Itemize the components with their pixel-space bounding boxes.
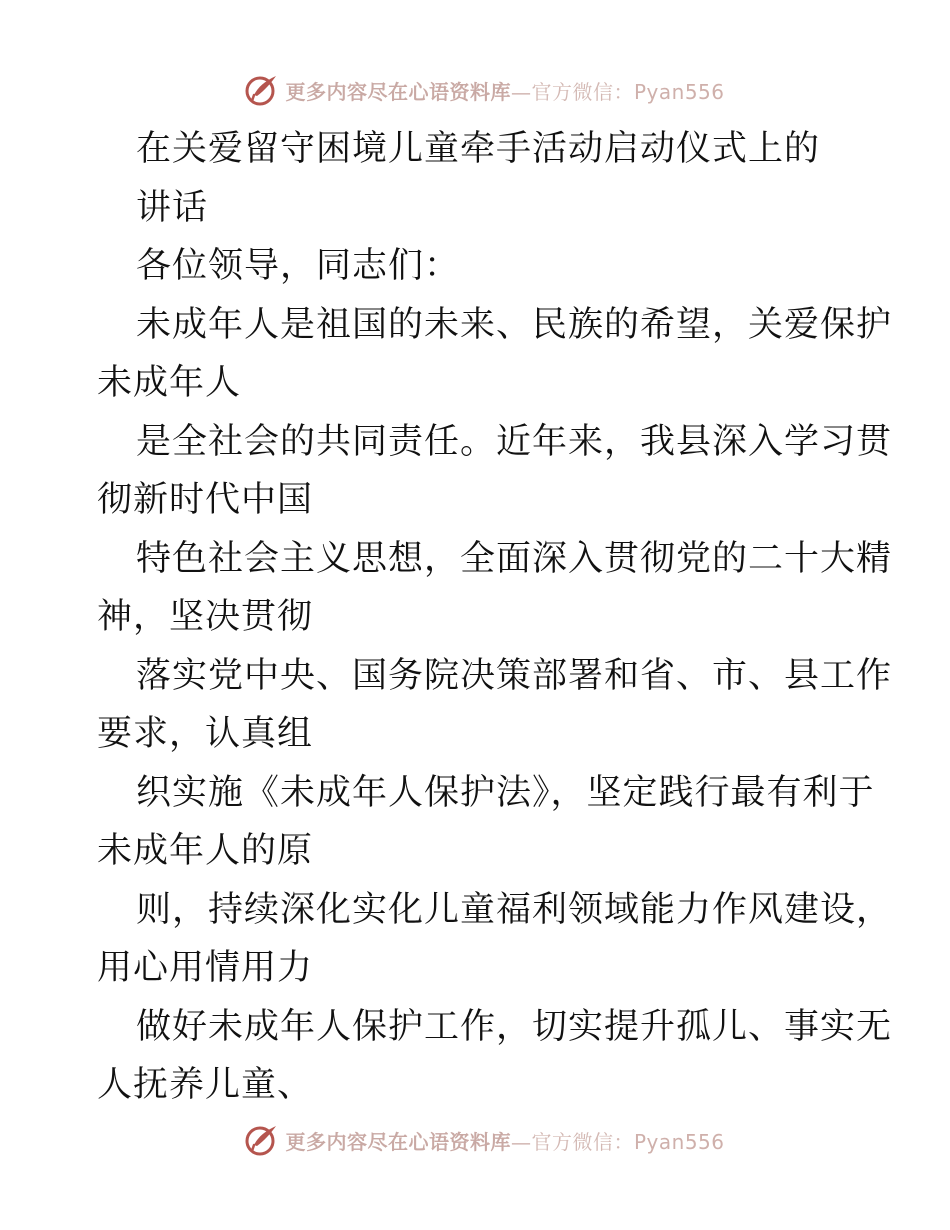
banner-separator: — [510,1129,532,1154]
official-label: 官方微信： [531,1129,634,1154]
banner-text [285,76,724,105]
quill-logo-icon [245,73,279,107]
text-line: 未成年人 [97,363,242,403]
banner-text [285,1126,724,1155]
banner-separator: — [510,79,532,104]
text-line: 用心用情用力 [97,948,314,988]
text-line: 人抚养儿童、 [97,1065,314,1105]
text-line: 在关爱留守困境儿童牵手活动启动仪式上的 [136,129,821,169]
text-line: 各位领导，同志们： [136,246,461,286]
text-line: 要求，认真组 [97,714,314,754]
text-line: 彻新时代中国 [97,480,314,520]
brand-text: 更多内容尽在心语资料库 [285,79,511,104]
document-body [97,120,893,1115]
text-line: 神，坚决贯彻 [97,597,314,637]
text-line: 讲话 [136,187,209,228]
text-line: 落实党中央、国务院决策部署和省、市、县工作 [136,655,893,696]
text-line: 做好未成年人保护工作，切实提升孤儿、事实无 [136,1006,893,1047]
text-line: 是全社会的共同责任。近年来，我县深入学习贯 [136,421,893,462]
banner-content [245,1123,724,1157]
text-line: 则，持续深化实化儿童福利领域能力作风建设， [136,889,893,930]
text-line: 特色社会主义思想，全面深入贯彻党的二十大精 [136,538,893,579]
official-label: 官方微信： [531,79,634,104]
text-line: 织实施《未成年人保护法》，坚定践行最有利于 [136,772,875,813]
wechat-id: Pyan556 [633,79,725,104]
text-line: 未成年人的原 [97,831,314,871]
wechat-id: Pyan556 [633,1129,725,1154]
footer-banner [0,1120,950,1160]
quill-logo-icon [245,1123,279,1157]
banner-content [245,73,724,107]
header-banner [0,70,950,110]
brand-text: 更多内容尽在心语资料库 [285,1129,511,1154]
text-line: 未成年人是祖国的未来、民族的希望，关爱保护 [136,304,893,345]
